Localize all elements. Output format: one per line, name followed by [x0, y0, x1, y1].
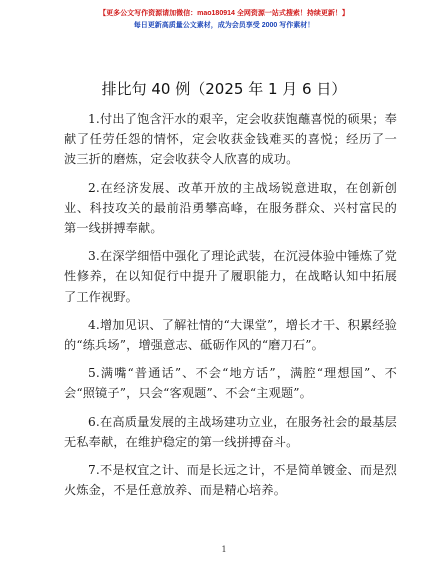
paragraph-7: 7.不是权宜之计、而是长远之计，不是简单镀金、而是烈火炼金，不是任意放养、而是精心培养。	[64, 463, 397, 498]
promo-banner-line-1: 【更多公文写作资源请加微信：mao180914 全网资源一站式搜索！持续更新！】	[99, 10, 349, 17]
paragraph-4: 4.增加见识、了解社情的“大课堂”，增长才干、积累经验的“练兵场”，增强意志、砥砺作风的“磨刀石”。	[64, 317, 397, 353]
page-number: 1	[221, 545, 227, 554]
paragraph-1: 1.付出了饱含汗水的艰辛，定会收获饱蘸喜悦的硕果；奉献了任劳任怨的情怀，定会收获金钱难买的喜悦；经历了一波三折的磨炼，定会收获令人欣喜的成功。	[64, 112, 397, 167]
promo-banner	[0, 8, 448, 32]
paragraph-6: 6.在高质量发展的主战场建功立业，在服务社会的最基层无私奉献，在维护稳定的第一线拼搏奋斗。	[64, 414, 397, 449]
paragraph-2: 2.在经济发展、改革开放的主战场锐意进取，在创新创业、科技攻关的最前沿勇攀高峰，在服务群众、兴村富民的第一线拼搏奉献。	[64, 180, 397, 236]
document-body	[64, 109, 397, 508]
paragraph-5: 5.满嘴“普通话”、不会“地方话”，满腔“理想国”、不会“照镜子”，只会“客观题”、不会“主观题”。	[64, 366, 397, 401]
document-title: 排比句 40 例（2025 年 1 月 6 日）	[101, 80, 347, 98]
paragraph-3: 3.在深学细悟中强化了理论武装，在沉浸体验中锤炼了党性修养，在以知促行中提升了履职能力，在战略认知中拓展了工作视野。	[64, 249, 397, 304]
promo-banner-line-2: 每日更新高质量公文素材，成为会员享受 2000 写作素材！	[133, 22, 315, 29]
